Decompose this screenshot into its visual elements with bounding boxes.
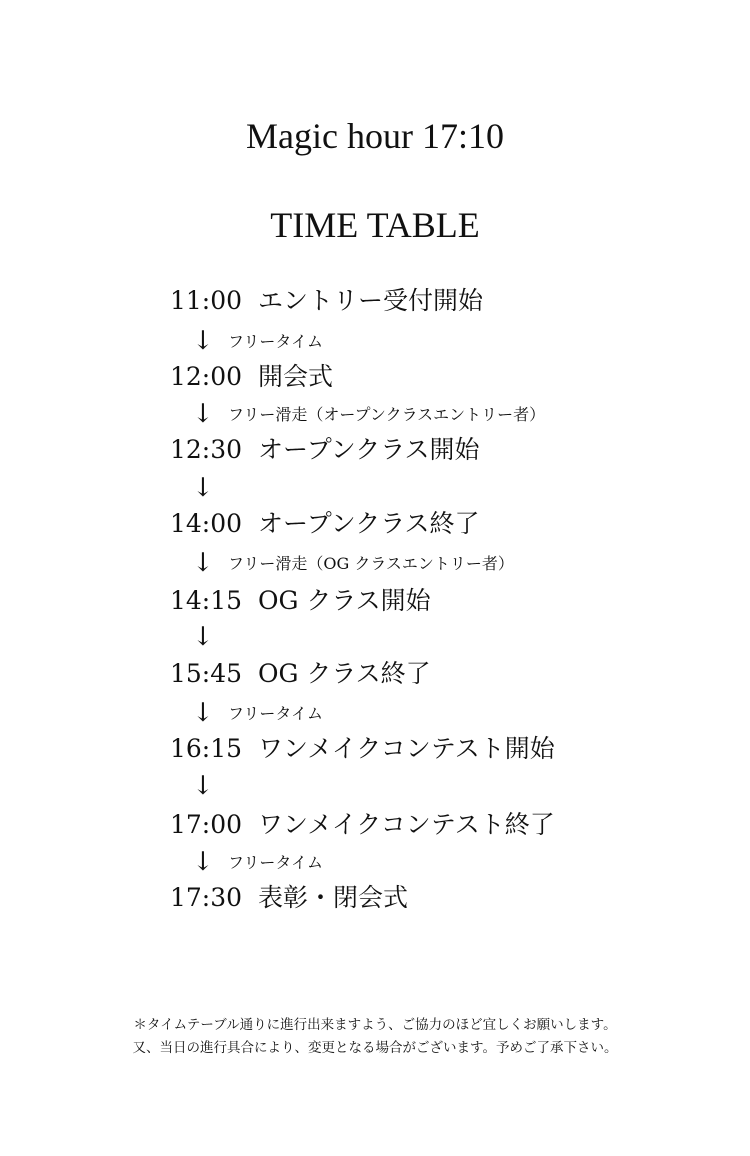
down-arrow-icon: ↓ <box>192 548 214 578</box>
transition-note: フリー滑走（OG クラスエントリー者） <box>228 554 514 573</box>
slot-time: 14:15 <box>170 586 243 615</box>
slot-time: 11:00 <box>170 286 243 315</box>
down-arrow-icon: ↓ <box>192 847 214 877</box>
schedule-slot <box>170 359 333 395</box>
transition-note: フリー滑走（オープンクラスエントリー者） <box>228 405 546 424</box>
schedule-slot <box>170 731 555 767</box>
schedule-slot <box>170 506 480 542</box>
schedule-heading: TIME TABLE <box>270 205 480 245</box>
slot-label: エントリー受付開始 <box>258 286 484 315</box>
transition <box>192 846 323 878</box>
down-arrow-icon: ↓ <box>192 473 214 503</box>
slot-time: 17:30 <box>170 883 243 912</box>
down-arrow-icon: ↓ <box>192 326 214 356</box>
slot-label: OG クラス終了 <box>258 659 431 688</box>
schedule-slot <box>170 807 555 843</box>
slot-time: 12:30 <box>170 435 243 464</box>
schedule-slot <box>170 432 480 468</box>
transition-note: フリータイム <box>228 704 324 723</box>
schedule-slot <box>170 880 408 916</box>
slot-time: 12:00 <box>170 362 243 391</box>
event-title: Magic hour 17:10 <box>246 116 504 156</box>
slot-label: 表彰・閉会式 <box>258 883 409 912</box>
transition-note: フリータイム <box>228 853 324 872</box>
slot-label: オープンクラス開始 <box>258 435 480 464</box>
slot-label: オープンクラス終了 <box>258 509 480 538</box>
slot-label: OG クラス開始 <box>258 586 431 615</box>
down-arrow-icon: ↓ <box>192 622 214 652</box>
transition <box>192 398 545 430</box>
down-arrow-icon: ↓ <box>192 399 214 429</box>
slot-time: 15:45 <box>170 659 243 688</box>
down-arrow-icon: ↓ <box>192 698 214 728</box>
down-arrow-icon: ↓ <box>192 771 214 801</box>
transition <box>192 621 228 653</box>
schedule-slot <box>170 656 431 692</box>
transition <box>192 472 228 504</box>
transition-note: フリータイム <box>228 332 324 351</box>
transition <box>192 325 323 357</box>
footnote: ＊タイムテーブル通りに進行出来ますよう、ご協力のほど宜しくお願いします。 <box>133 1017 617 1033</box>
schedule-slot <box>170 583 431 619</box>
transition <box>192 547 514 579</box>
slot-time: 16:15 <box>170 734 243 763</box>
slot-label: ワンメイクコンテスト終了 <box>258 810 555 839</box>
transition <box>192 770 228 802</box>
slot-time: 14:00 <box>170 509 243 538</box>
slot-label: 開会式 <box>258 362 334 391</box>
slot-time: 17:00 <box>170 810 243 839</box>
footnote: 又、当日の進行具合により、変更となる場合がございます。予めご了承下さい。 <box>132 1040 618 1056</box>
transition <box>192 697 323 729</box>
schedule-slot <box>170 283 483 319</box>
slot-label: ワンメイクコンテスト開始 <box>258 734 555 763</box>
